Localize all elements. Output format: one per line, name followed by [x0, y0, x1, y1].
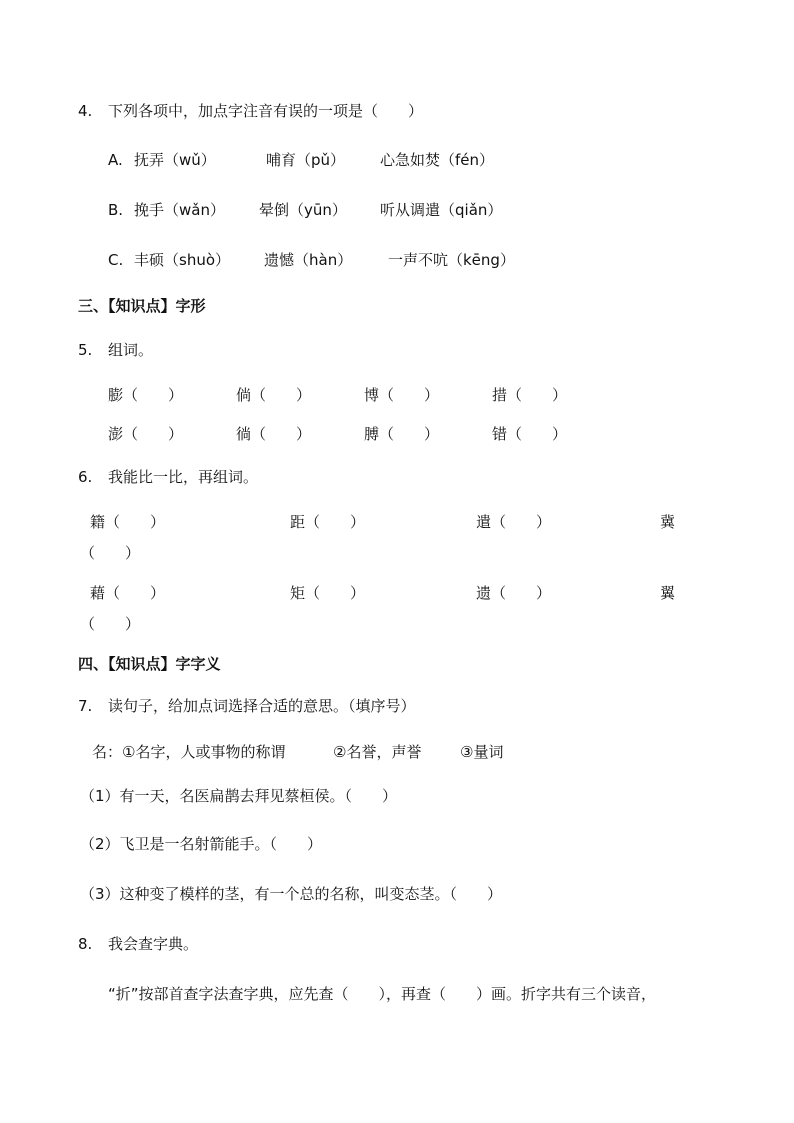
q8-line: “折”按部首查字法查字典，应先查（ ），再查（ ）画。折字共有三个读音， — [108, 985, 657, 1003]
q4-stem: 下列各项中，加点字注音有误的一项是（ ） — [108, 102, 424, 120]
q6-row1-item-2: 距（ ） — [290, 513, 366, 531]
q8-stem-line — [78, 934, 198, 954]
section-4-heading: 四、【知识点】字字义 — [78, 655, 221, 673]
q8-stem: 我会查字典。 — [108, 935, 199, 953]
q5-row1-item-4: 措（ ） — [492, 386, 568, 404]
q5-stem-line — [78, 340, 153, 360]
q4-stem-line — [78, 101, 423, 121]
q6-stem-line — [78, 467, 258, 487]
q6-stem: 我能比一比，再组词。 — [108, 468, 259, 486]
q6-row1-item-4: 冀 — [660, 513, 676, 531]
q5-row2-item-2: 徜（ ） — [236, 425, 312, 443]
q4-option-b-label: B. — [108, 201, 124, 219]
q4-number: 4. — [78, 102, 93, 120]
q8-number: 8. — [78, 935, 93, 953]
q6-row2-item-1: 藉（ ） — [90, 584, 166, 602]
q6-row2-item-4: 翼 — [660, 584, 676, 602]
q7-sentence-1: （1）有一天，名医扁鹊去拜见蔡桓侯。（ ） — [80, 787, 398, 805]
q7-stem-line — [78, 696, 416, 716]
q5-row1-item-1: 膨（ ） — [108, 386, 184, 404]
q6-row1-item-3: 遣（ ） — [476, 513, 552, 531]
q4-option-a-item-2: 哺育（pǔ） — [266, 151, 346, 169]
q6-row2-item-2: 矩（ ） — [290, 584, 366, 602]
q4-option-c-label: C. — [108, 251, 124, 269]
q7-def-head: 名： — [92, 743, 123, 761]
q4-option-a-item-1: 抚弄（wǔ） — [134, 151, 216, 169]
q5-number: 5. — [78, 341, 93, 359]
q4-option-b-item-3: 听从调遣（qiǎn） — [380, 201, 503, 219]
q7-sentence-3: （3）这种变了模样的茎，有一个总的名称，叫变态茎。（ ） — [80, 885, 503, 903]
q6-row1-tail: （ ） — [80, 544, 141, 562]
q4-option-c-item-2: 遗憾（hàn） — [264, 251, 353, 269]
q4-option-c-item-1: 丰硕（shuò） — [134, 251, 231, 269]
q7-sentence-2: （2）飞卫是一名射箭能手。（ ） — [80, 835, 323, 853]
q5-row2-item-4: 错（ ） — [492, 425, 568, 443]
q5-row1-item-2: 倘（ ） — [236, 386, 312, 404]
q7-def-1: ①名字，人或事物的称谓 — [122, 743, 286, 761]
q4-option-b-item-2: 晕倒（yūn） — [259, 201, 347, 219]
q6-row2-tail: （ ） — [80, 615, 141, 633]
q4-option-a-label: A. — [108, 151, 123, 169]
q7-def-2: ②名誉，声誉 — [333, 743, 422, 761]
q4-option-c-item-3: 一声不吭（kēng） — [388, 251, 515, 269]
q5-row2-item-1: 澎（ ） — [108, 425, 184, 443]
q6-row2-item-3: 遗（ ） — [476, 584, 552, 602]
q4-option-a-item-3: 心急如焚（fén） — [380, 151, 495, 169]
q7-number: 7. — [78, 697, 93, 715]
q6-number: 6. — [78, 468, 93, 486]
q5-row2-item-3: 膊（ ） — [364, 425, 440, 443]
q6-row1-item-1: 籍（ ） — [90, 513, 166, 531]
q7-stem: 读句子，给加点词选择合适的意思。（填序号） — [108, 697, 416, 715]
q4-option-b-item-1: 挽手（wǎn） — [134, 201, 225, 219]
q5-stem: 组词。 — [108, 341, 154, 359]
section-3-heading: 三、【知识点】字形 — [78, 297, 206, 315]
q5-row1-item-3: 博（ ） — [364, 386, 440, 404]
q7-def-3: ③量词 — [460, 743, 504, 761]
